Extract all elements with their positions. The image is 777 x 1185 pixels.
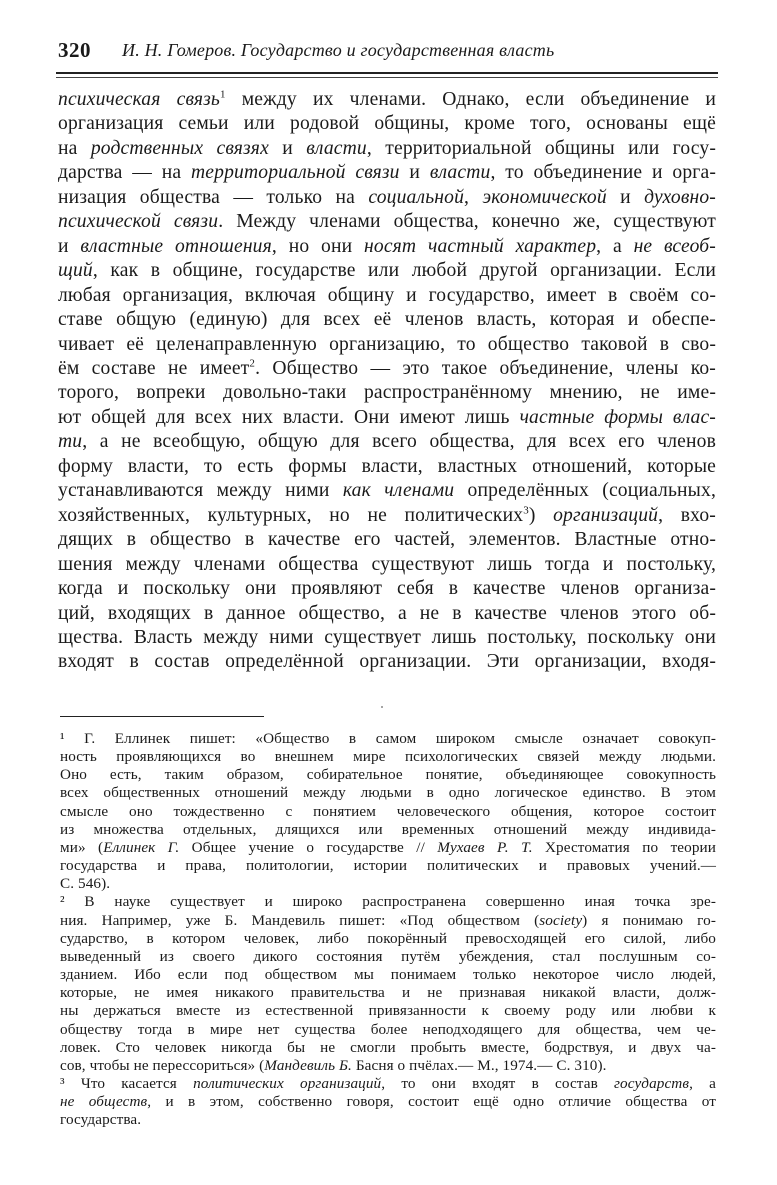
text-run: дарства — на — [58, 162, 191, 184]
text-run: , то они входят в состав — [381, 1074, 615, 1092]
text-run: ём составе не имеет — [58, 357, 250, 379]
text-run: и — [606, 186, 645, 208]
footnote-ref: 3 — [523, 504, 529, 517]
footnote-2 — [60, 893, 716, 1075]
text-run: ) — [528, 504, 554, 526]
text-run: . Между членами общества, конечно же, существуют — [218, 211, 716, 233]
text-line — [58, 259, 716, 283]
text-run: , и в этом, собственно говоря, состоит ещё одно отличие общества от — [147, 1093, 716, 1111]
text-line — [58, 284, 716, 308]
text-line — [58, 455, 716, 479]
text-run: социальной — [368, 186, 465, 208]
text-line — [60, 984, 716, 1002]
text-run: государства. — [60, 1111, 142, 1129]
text-line — [60, 948, 716, 966]
text-run: ) я понимаю го- — [582, 911, 716, 929]
text-run: . Общество — это такое объединение, члены ко- — [255, 357, 716, 379]
text-run: ставе общую (единую) для всех её членов власть, которая и обеспе- — [58, 309, 716, 331]
text-run: дящих в общество в качестве его частей, элементов. Властные отно- — [58, 529, 716, 551]
text-run: когда и поскольку они проявляют себя в качестве членов организа- — [58, 578, 716, 600]
text-run: ций, входящих в данное общество, а не в качестве членов этого об- — [58, 602, 716, 624]
text-run: территориальной связи — [191, 162, 400, 184]
footnote-ref: 2 — [249, 357, 256, 370]
text-line — [60, 784, 716, 802]
text-run: низация общества — только на — [58, 186, 369, 208]
text-line — [60, 748, 716, 766]
text-run: духовно- — [644, 186, 716, 208]
footnote-3 — [60, 1075, 716, 1129]
text-run: , но они — [271, 235, 365, 257]
header-rule-thin — [56, 77, 718, 78]
text-line — [60, 730, 716, 748]
text-line — [60, 1093, 716, 1111]
text-run: властные отношения — [80, 235, 272, 257]
running-title: И. Н. Гомеров. Государство и государственная власть — [122, 40, 555, 60]
text-run: ти — [58, 431, 83, 453]
text-run: устанавливаются между ними — [58, 480, 343, 502]
text-run: ния. Например, уже Б. Мандевиль пишет: «Под обществом ( — [60, 911, 540, 929]
text-run: входят в состав определённой организации. Эти организации, входя- — [58, 651, 716, 673]
text-run: , — [464, 186, 483, 208]
text-run: частные формы влас- — [519, 406, 716, 428]
text-line — [60, 1039, 716, 1057]
text-run: зданием. Ибо если под обществом мы понимаем только некоторое число людей, — [60, 966, 716, 984]
text-line — [58, 504, 716, 528]
text-line — [60, 1075, 716, 1093]
text-line — [58, 553, 716, 577]
text-line — [58, 137, 716, 161]
text-line — [58, 186, 716, 210]
text-run: society — [539, 911, 583, 929]
text-run: Оно есть, таким образом, собирательное понятие, объединяющее совокупность — [60, 766, 716, 784]
text-line — [60, 1111, 716, 1129]
text-run: как членами — [342, 480, 455, 502]
text-run: родственных связях — [90, 137, 269, 159]
text-run: не обществ — [60, 1093, 148, 1111]
header-rule — [56, 72, 718, 74]
text-run: ² В науке существует и широко распространена совершенно иная точка зре- — [60, 893, 716, 911]
text-run: сов, чтобы не перессориться» ( — [60, 1056, 265, 1074]
page-number: 320 — [58, 38, 91, 62]
text-run: форму власти, то есть формы власти, властных отношений, которые — [58, 455, 716, 477]
text-run: ны держаться вместе из естественной привязанности к своему роду или любви к — [60, 1002, 716, 1020]
page-header — [58, 38, 718, 68]
text-run: Хрестоматия по теории — [532, 838, 716, 856]
text-line — [58, 235, 716, 259]
text-run: , а не всеобщую, общую для всего общества, для всех его членов — [82, 431, 716, 453]
text-run: политических организаций — [193, 1074, 382, 1092]
text-run: организаций — [553, 504, 659, 526]
text-line — [60, 1057, 716, 1075]
text-line — [58, 161, 716, 185]
text-run: Мандевиль Б. — [264, 1056, 352, 1074]
text-run: и — [268, 137, 307, 159]
text-run: на — [58, 137, 91, 159]
text-line — [60, 803, 716, 821]
text-run: ¹ Г. Еллинек пишет: «Общество в самом широком смысле означает совокуп- — [60, 730, 716, 747]
text-run: Еллинек Г. — [103, 838, 180, 856]
text-line — [60, 966, 716, 984]
text-run: Мухаев Р. Т. — [437, 838, 533, 856]
text-line — [60, 821, 716, 839]
text-run: С. 546). — [60, 875, 111, 893]
footnote-rule — [60, 716, 264, 717]
text-run: , то объединение и орга- — [490, 162, 717, 184]
text-run: щества. Власть между ними существует лишь постольку, поскольку они — [58, 626, 716, 648]
text-line — [58, 357, 716, 381]
text-line — [60, 875, 716, 893]
footnote-ref: 1 — [219, 88, 226, 101]
text-line — [58, 406, 716, 430]
footnote-1 — [60, 730, 716, 893]
text-line — [58, 577, 716, 601]
text-line — [60, 857, 716, 875]
text-run: психическая связь — [58, 89, 220, 110]
text-line — [60, 1021, 716, 1039]
text-run: щий — [58, 260, 93, 282]
text-run: всех общественных отношений между людьми в одно логическое единство. В этом — [60, 784, 716, 802]
text-run: Общее учение о государстве // — [179, 838, 438, 856]
text-run: власти — [306, 137, 367, 159]
text-run: , территориальной общины или госу- — [366, 137, 717, 159]
text-line — [60, 893, 716, 911]
text-line — [60, 912, 716, 930]
text-run: чивает её целенаправленную организацию, то общество таковой в сво- — [58, 333, 716, 355]
text-line — [58, 430, 716, 454]
text-line — [60, 930, 716, 948]
text-run: ют общей для всех них власти. Они имеют лишь — [58, 406, 520, 428]
text-line — [60, 766, 716, 784]
text-line — [58, 381, 716, 405]
text-run: смысле оно тождественно с понятием человеческого общения, которое состоит — [60, 802, 716, 820]
text-run: ³ Что касается — [60, 1074, 194, 1092]
text-line — [58, 602, 716, 626]
text-run: между их членами. Однако, если объединение и — [225, 89, 717, 110]
text-line — [58, 308, 716, 332]
text-run: , а — [689, 1074, 716, 1092]
text-run: сударство, в котором человек, либо покорённый превосходящей его силой, либо — [60, 929, 716, 947]
text-run: из множества отдельных, длящихся или временных отношений между индивида- — [60, 820, 716, 838]
text-line — [58, 210, 716, 234]
text-run: определённых (социальных, — [454, 480, 716, 502]
text-line — [58, 479, 716, 503]
text-run: , а — [596, 235, 634, 257]
text-run: экономической — [482, 186, 607, 208]
stray-dot — [381, 706, 383, 708]
text-run: выведенный из своего дикого состояния путём убеждения, стал послушным со- — [60, 947, 716, 965]
text-run: шения между членами общества существуют лишь тогда и постольку, — [58, 553, 716, 575]
text-run: любая организация, включая общину и государство, имеет в своём со- — [58, 284, 716, 306]
text-run: не всеоб- — [633, 235, 716, 257]
text-run: , как в общине, государстве или любой другой организации. Если — [92, 260, 716, 282]
text-line — [58, 88, 716, 112]
text-run: обществу тогда в мире нет существа более неподходящего для общества, чем че- — [60, 1020, 716, 1038]
text-run: и — [399, 162, 430, 184]
text-run: ловек. Сто человек никогда бы не смогли пробыть вместе, бодрствуя, и двух ча- — [60, 1038, 716, 1056]
text-run: и — [58, 235, 81, 257]
text-run: , вхо- — [658, 504, 716, 526]
text-line — [58, 650, 716, 674]
main-text — [58, 88, 716, 675]
text-run: Басня о пчёлах.— М., 1974.— С. 310). — [351, 1056, 607, 1074]
text-run: хозяйственных, культурных, но не политических — [58, 504, 524, 526]
text-line — [58, 528, 716, 552]
text-line — [60, 1002, 716, 1020]
text-run: ми» ( — [60, 838, 104, 856]
text-run: власти — [429, 162, 491, 184]
text-run: торого, вопреки довольно-таки распространённому мнению, не име- — [58, 382, 716, 404]
text-run: ность проявляющихся во внешнем мире психологических связей между людьми. — [60, 748, 716, 766]
text-run: государств — [614, 1074, 690, 1092]
text-line — [58, 112, 716, 136]
text-line — [60, 839, 716, 857]
text-run: государства и права, политологии, истории политических и правовых учений.— — [60, 857, 716, 875]
text-run: носят частный характер — [364, 235, 597, 257]
text-line — [58, 333, 716, 357]
text-run: которые, не имея никакого правительства и не признавая никакой власти, долж- — [60, 984, 716, 1002]
text-line — [58, 626, 716, 650]
footnotes — [60, 730, 716, 1129]
text-run: психической связи — [58, 211, 219, 233]
text-run: организация семьи или родовой общины, кроме того, основаны ещё — [58, 113, 716, 135]
